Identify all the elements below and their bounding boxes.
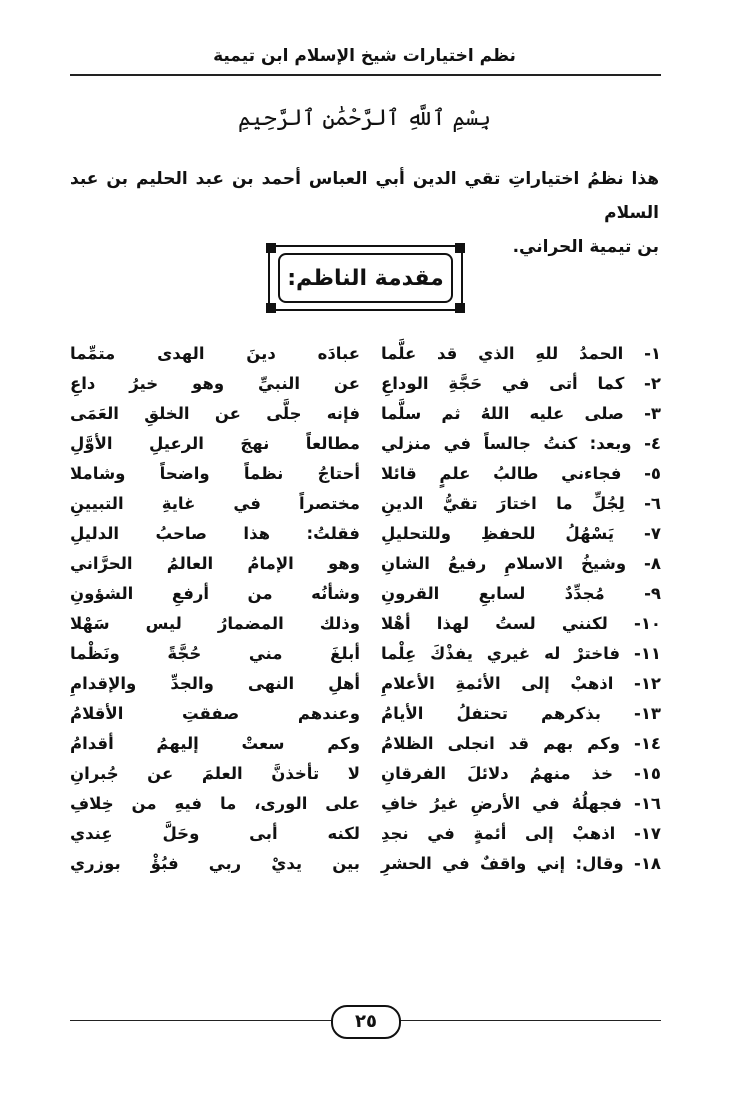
verse-13 — [70, 698, 661, 728]
verse-15 — [70, 758, 661, 788]
verse-11 — [70, 638, 661, 668]
verse-first-hemistich: ٥- فجاءني طالبُ علمٍ قائلا — [381, 463, 661, 483]
verse-second-hemistich: بين يديْ ربي فبُؤْ بوزري — [70, 853, 360, 873]
verse-16 — [70, 788, 661, 818]
verse-first-hemistich: ٩- مُجدِّدٌ لسابعِ القرونِ — [381, 583, 661, 603]
verse-8 — [70, 548, 661, 578]
verse-first-hemistich: ١٦- فجهلُهُ في الأرضِ غيرُ خافِ — [381, 793, 661, 813]
verse-first-hemistich: ٤- وبعد: كنتُ جالساً في منزلي — [381, 433, 661, 453]
verse-first-hemistich: ١٢- اذهبْ إلى الأئمةِ الأعلامِ — [381, 673, 661, 693]
verse-second-hemistich: فقلتُ: هذا صاحبُ الدليلِ — [70, 523, 360, 543]
verse-12 — [70, 668, 661, 698]
verse-first-hemistich: ٧- يَسْهُلُ للحفظِ وللتحليلِ — [381, 523, 661, 543]
verse-first-hemistich: ١٠- لكنني لستُ لهذا أهْلا — [381, 613, 661, 633]
verse-4 — [70, 428, 661, 458]
verse-second-hemistich: وذلك المضمارُ ليس سَهْلا — [70, 613, 360, 633]
verse-second-hemistich: وشأنُه من أرفعِ الشؤونِ — [70, 583, 360, 603]
verse-18 — [70, 848, 661, 878]
verse-6 — [70, 488, 661, 518]
verse-second-hemistich: أحتاجُ نظماً واضحاً وشاملا — [70, 463, 360, 483]
verse-second-hemistich: مختصراً في غايةِ التبيينِ — [70, 493, 360, 513]
verse-second-hemistich: لكنه أبى وحَلَّ عِندي — [70, 823, 360, 843]
verse-14 — [70, 728, 661, 758]
verse-first-hemistich: ٦- لِجُلِّ ما اختارَ تقيُّ الدينِ — [381, 493, 661, 513]
page-number: ٢٥ — [331, 1005, 401, 1039]
verse-1 — [70, 338, 661, 368]
verse-first-hemistich: ١٣- بذكرهم تحتفلُ الأيامُ — [381, 703, 661, 723]
verse-first-hemistich: ١١- فاخترْ له غيري يفذْكَ عِلْما — [381, 643, 661, 663]
verse-first-hemistich: ١٧- اذهبْ إلى أئمةٍ في نجدِ — [381, 823, 661, 843]
verse-second-hemistich: أبلغَ مني حُجَّةً ونَظْما — [70, 643, 360, 663]
verse-2 — [70, 368, 661, 398]
verse-second-hemistich: وعندهم صفقتِ الأقلامُ — [70, 703, 360, 723]
running-header: نظم اختيارات شيخ الإسلام ابن تيمية — [213, 46, 516, 66]
intro-line-1: هذا نظمُ اختياراتِ تقي الدين أبي العباس أحمد بن عبد الحليم بن عبد السلام — [70, 169, 659, 223]
verse-5 — [70, 458, 661, 488]
verse-second-hemistich: عبادَه دينَ الهدى متمِّما — [70, 343, 360, 363]
verse-second-hemistich: عن النبيِّ وهو خيرُ داعِ — [70, 373, 360, 393]
verse-first-hemistich: ١- الحمدُ للهِ الذي قد علَّما — [381, 343, 661, 363]
verse-second-hemistich: وكم سعتْ إليهمُ أقدامُ — [70, 733, 360, 753]
verse-second-hemistich: مطالعاً نهجَ الرعيلِ الأوَّلِ — [70, 433, 360, 453]
verse-9 — [70, 578, 661, 608]
verse-first-hemistich: ٣- صلى عليه اللهُ ثم سلَّما — [381, 403, 661, 423]
verse-second-hemistich: فإنه جلَّى عن الخلقِ العَمَى — [70, 403, 360, 423]
basmala: بِسْمِ ٱللَّهِ ٱلرَّحْمَٰنِ ٱلرَّحِيمِ — [237, 106, 491, 131]
verse-first-hemistich: ١٥- خذ منهمُ دلائلَ الفرقانِ — [381, 763, 661, 783]
verse-first-hemistich: ٨- وشيخُ الاسلامِ رفيعُ الشانِ — [381, 553, 661, 573]
verse-second-hemistich: أهلِ النهى والجدِّ والإقدامِ — [70, 673, 360, 693]
verse-second-hemistich: وهو الإمامُ العالمُ الحرَّاني — [70, 553, 360, 573]
verse-first-hemistich: ٢- كما أتى في حَجَّةِ الوداعِ — [381, 373, 661, 393]
verse-first-hemistich: ١٤- وكم بهم قد انجلى الظلامُ — [381, 733, 661, 753]
verse-second-hemistich: على الورى، ما فيهِ من خِلافِ — [70, 793, 360, 813]
verse-second-hemistich: لا تأخذنَّ العلمَ عن جُبرانِ — [70, 763, 360, 783]
verse-17 — [70, 818, 661, 848]
verse-10 — [70, 608, 661, 638]
header-divider — [70, 74, 661, 76]
section-title: مقدمة الناظم: — [287, 265, 444, 291]
intro-line-2: بن تيمية الحراني. — [512, 237, 659, 257]
poem-verses — [70, 338, 661, 878]
verse-first-hemistich: ١٨- وقال: إني واقفٌ في الحشرِ — [381, 853, 661, 873]
section-title-frame — [268, 245, 463, 311]
verse-7 — [70, 518, 661, 548]
verse-3 — [70, 398, 661, 428]
